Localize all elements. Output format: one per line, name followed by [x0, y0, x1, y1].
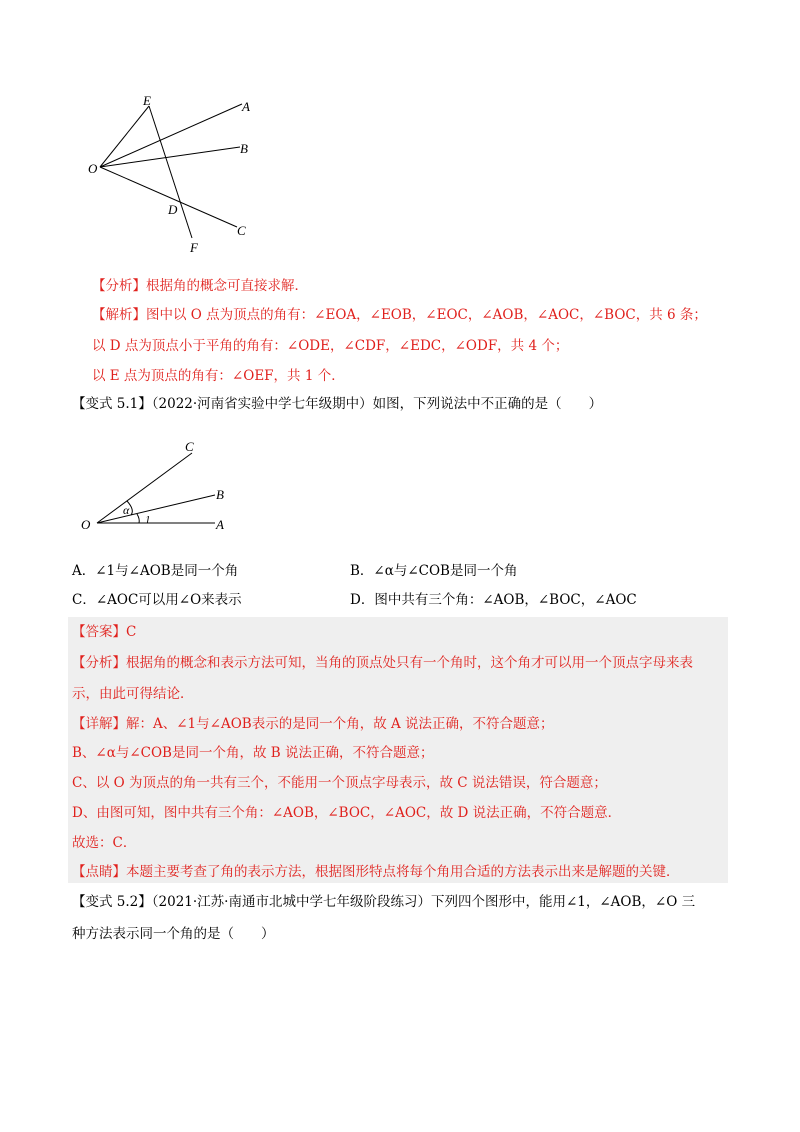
question52-title-line2: 种方法表示同一个角的是（ ）: [72, 926, 275, 942]
analysis1-fenxi: [92, 276, 308, 296]
fenxi51-line2: 示，由此可得结论．: [72, 686, 194, 702]
label-alpha: α: [123, 503, 130, 517]
dianjing-text: 本题主要考查了角的表示方法，根据图形特点将每个角用合适的方法表示出来是解题的关键．: [126, 864, 680, 880]
ray-ob: [100, 147, 240, 167]
fenxi-tag: 【分析】: [92, 278, 146, 294]
ray-oa: [100, 104, 242, 167]
label-o-fig2: O: [81, 517, 91, 532]
answer-value: C: [126, 624, 137, 640]
label-d: D: [168, 202, 178, 217]
xiangjie-text1: 解：A、∠1与∠AOB表示的是同一个角，故 A 说法正确，不符合题意；: [126, 716, 554, 732]
answer-line: [72, 622, 136, 642]
question52-title-line1: 【变式 5.2】（2021·江苏·南通市北城中学七年级阶段练习）下列四个图形中，能用∠1，∠AOB，∠O 三: [72, 894, 696, 910]
label-e: E: [143, 93, 151, 108]
fenxi51-tag: 【分析】: [72, 655, 126, 671]
xiangjie-line1: [72, 714, 554, 734]
label-o: O: [88, 161, 98, 176]
analysis1-jiexi-line3: 以 E 点为顶点的角有：∠OEF，共 1 个．: [92, 368, 345, 384]
analysis1-jiexi: [92, 305, 707, 325]
segment-ef: [149, 106, 192, 238]
label-f: F: [190, 240, 198, 255]
fenxi51-text1: 根据角的概念和表示方法可知，当角的顶点处只有一个角时，这个角才可以用一个顶点字母来表: [126, 655, 693, 671]
figure-angles-eoabcdf: [80, 90, 280, 255]
fenxi-text: 根据角的概念可直接求解．: [146, 278, 308, 294]
ray-oc: [100, 167, 237, 227]
option-a: A．∠1与∠AOB是同一个角: [72, 563, 239, 579]
ray-ob-fig2: [97, 495, 215, 523]
ray-oc-fig2: [97, 453, 192, 523]
jiexi-line1: 图中以 O 点为顶点的角有：∠EOA，∠EOB，∠EOC，∠AOB，∠AOC，∠BOC，共 6 条；: [146, 307, 707, 323]
label-b: B: [240, 141, 248, 156]
xiangjie-line4: D、由图可知，图中共有三个角：∠AOB，∠BOC，∠AOC，故 D 说法正确，不符合题意．: [72, 805, 622, 821]
jiexi-tag: 【解析】: [92, 307, 146, 323]
xiangjie-line5: 故选：C．: [72, 835, 137, 851]
option-b: B．∠α与∠COB是同一个角: [350, 563, 518, 579]
fenxi51-line1: [72, 653, 693, 673]
answer-tag: 【答案】: [72, 624, 126, 640]
dianjing-tag: 【点睛】: [72, 864, 126, 880]
label-a-fig2: A: [216, 517, 224, 532]
segment-oe: [100, 106, 149, 167]
analysis1-jiexi-line2: 以 D 点为顶点小于平角的角有：∠ODE，∠CDF，∠EDC，∠ODF，共 4 个；: [92, 338, 569, 354]
label-c-fig2: C: [185, 439, 194, 454]
xiangjie-tag: 【详解】: [72, 716, 126, 732]
option-d: D．图中共有三个角：∠AOB，∠BOC，∠AOC: [350, 592, 637, 608]
label-b-fig2: B: [216, 487, 224, 502]
figure-angles-abc: [75, 435, 245, 535]
label-one: 1: [145, 514, 151, 526]
option-c: C．∠AOC可以用∠O来表示: [72, 592, 242, 608]
label-a: A: [242, 99, 250, 114]
label-c: C: [237, 223, 246, 238]
question51-title: 【变式 5.1】（2022·河南省实验中学七年级期中）如图，下列说法中不正确的是（ ）: [72, 396, 603, 412]
dianjing-line: [72, 862, 680, 882]
xiangjie-line3: C、以 O 为顶点的角一共有三个，不能用一个顶点字母表示，故 C 说法错误，符合题意；: [72, 775, 607, 791]
arc-one: [137, 514, 139, 523]
xiangjie-line2: B、∠α与∠COB是同一个角，故 B 说法正确，不符合题意；: [72, 745, 434, 761]
